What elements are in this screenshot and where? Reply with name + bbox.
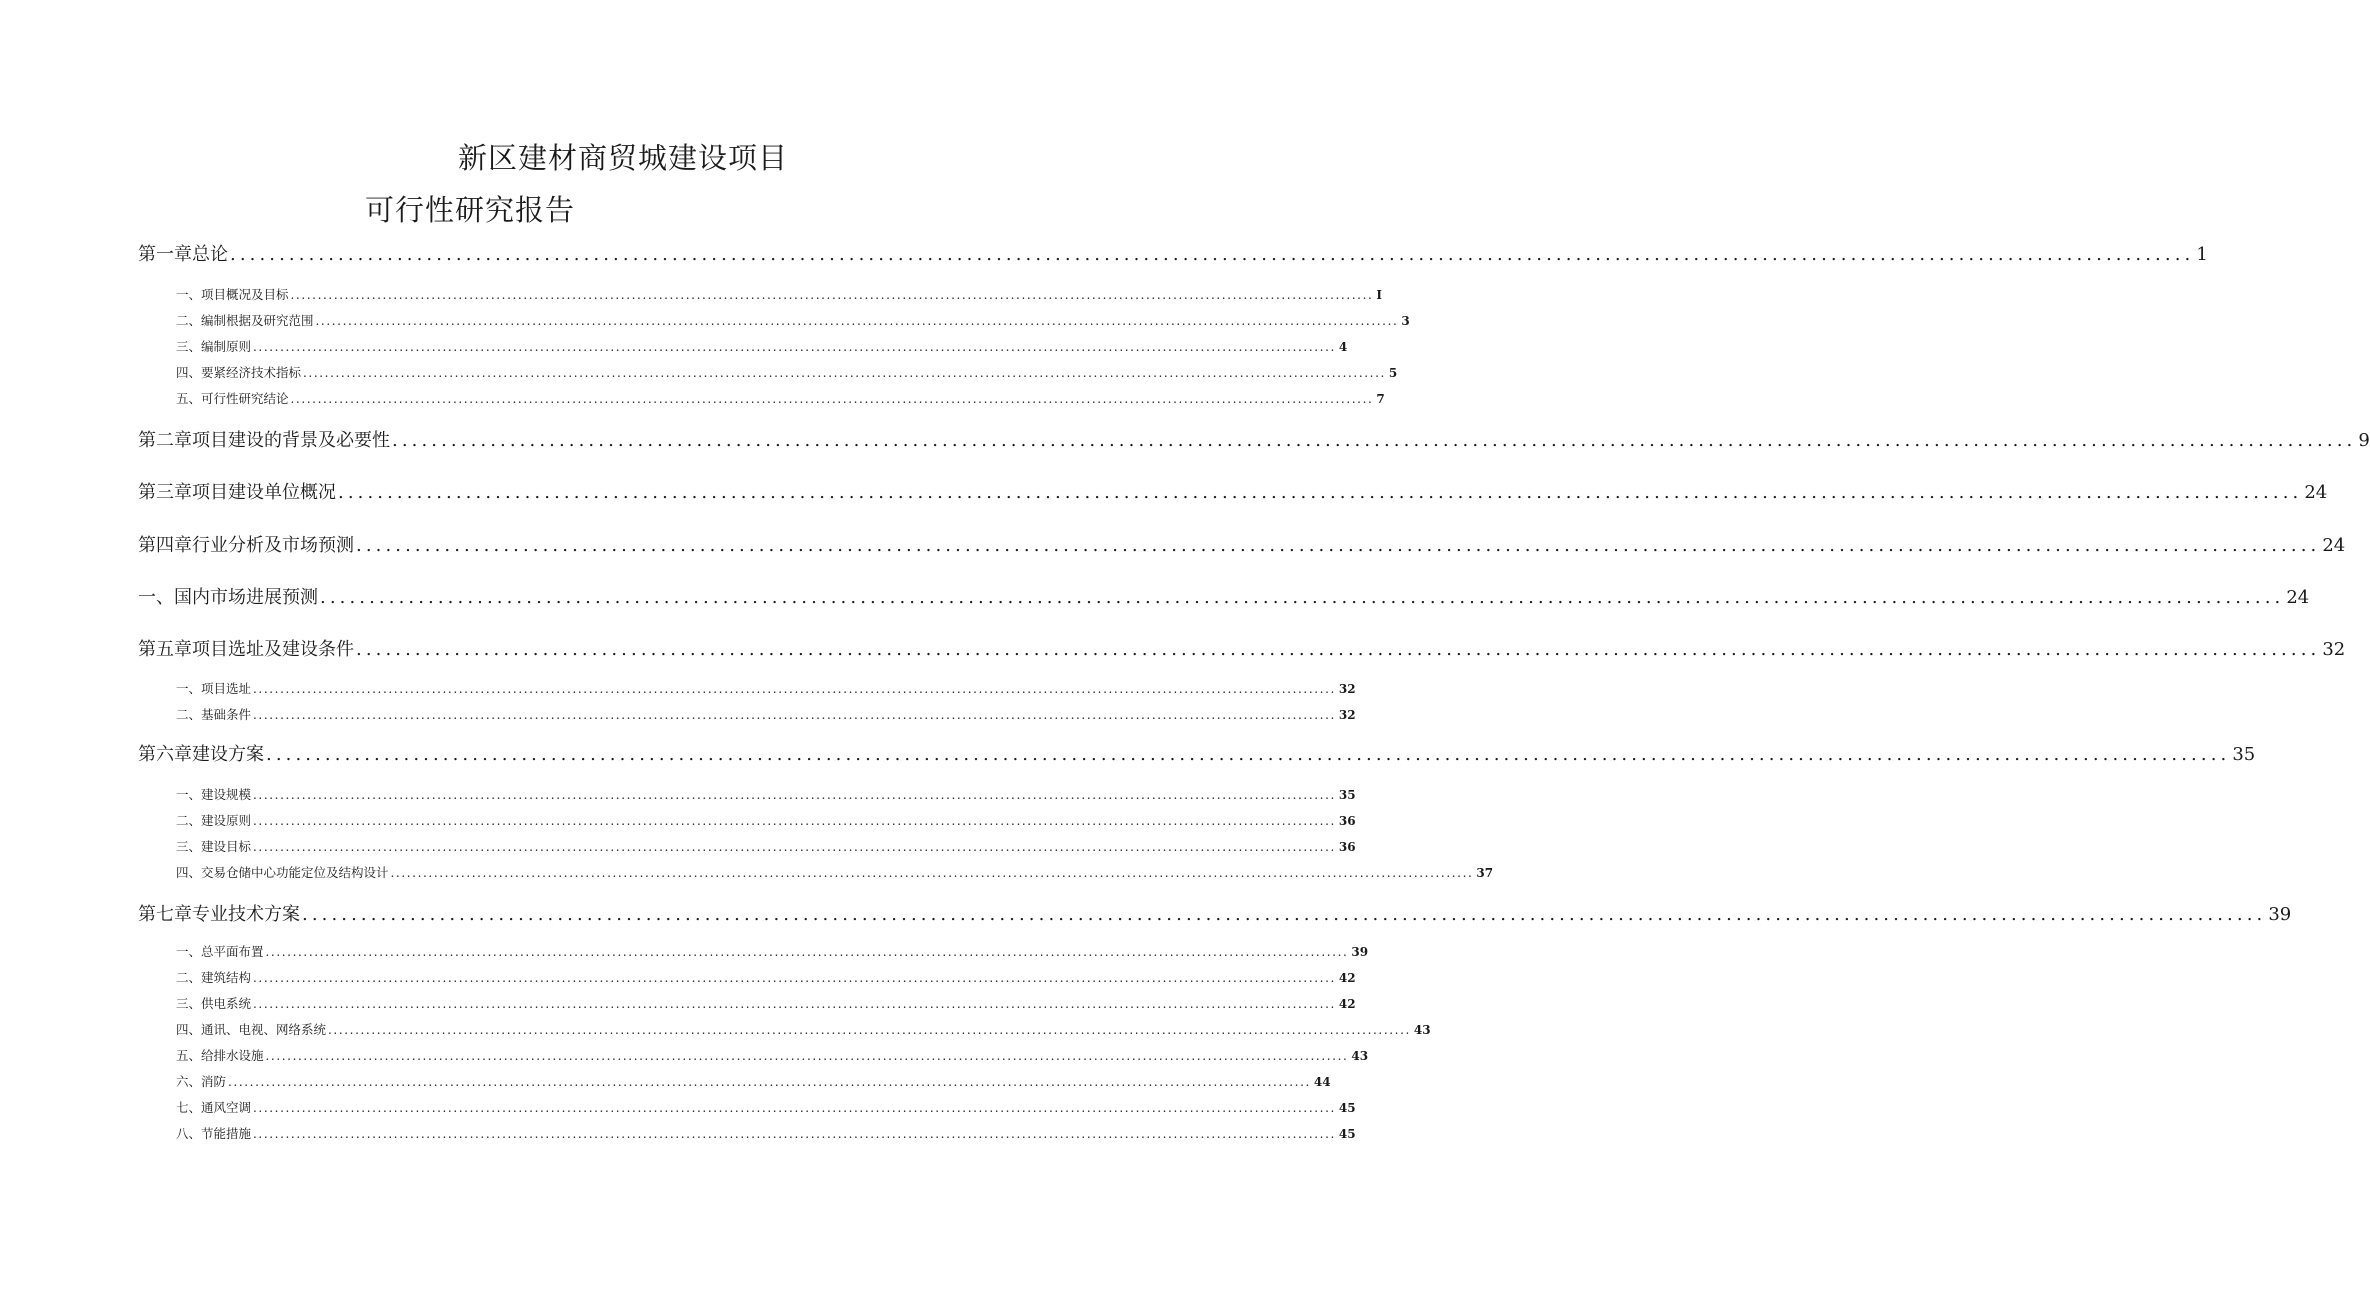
toc-page-number: 24 <box>2322 535 2346 556</box>
toc-page-number: 45 <box>1338 1101 1356 1115</box>
toc-leader: ........................................................................................................................................................................................................ <box>302 904 2267 925</box>
toc-leader: ........................................................................................................................................................................................................ <box>303 366 1386 380</box>
toc-leader: ........................................................................................................................................................................................................ <box>253 997 1336 1011</box>
toc-page-number: 36 <box>1338 840 1356 854</box>
toc-entry[interactable] <box>138 242 2208 268</box>
toc-page-number: 45 <box>1338 1127 1356 1141</box>
toc-label: 二、编制根据及研究范围 <box>176 313 314 328</box>
toc-leader: ........................................................................................................................................................................................................ <box>315 314 1399 328</box>
toc-entry[interactable] <box>176 680 1356 698</box>
document-subtitle: 可行性研究报告 <box>365 193 576 227</box>
toc-entry[interactable] <box>176 1073 1331 1091</box>
toc-label: 六、消防 <box>176 1074 227 1089</box>
toc-leader: ........................................................................................................................................................................................................ <box>290 392 1374 406</box>
toc-page-number: 32 <box>1338 682 1356 696</box>
toc-leader: ........................................................................................................................................................................................................ <box>253 340 1336 354</box>
toc-page-number: 39 <box>2268 904 2292 925</box>
toc-page-number: 42 <box>1338 971 1356 985</box>
toc-page-number: 24 <box>2286 587 2310 608</box>
toc-entry[interactable] <box>176 864 1494 882</box>
toc-label: 五、给排水设施 <box>176 1048 264 1063</box>
toc-page-number: 42 <box>1338 997 1356 1011</box>
toc-label: 五、可行性研究结论 <box>176 391 289 406</box>
toc-leader: ........................................................................................................................................................................................................ <box>265 1049 1349 1063</box>
toc-entry[interactable] <box>176 1021 1431 1039</box>
toc-leader: ........................................................................................................................................................................................................ <box>338 482 2303 503</box>
toc-leader: ........................................................................................................................................................................................................ <box>253 708 1336 722</box>
toc-leader: ........................................................................................................................................................................................................ <box>253 971 1336 985</box>
toc-leader: ........................................................................................................................................................................................................ <box>228 1075 1311 1089</box>
toc-entry[interactable] <box>176 812 1356 830</box>
toc-label: 二、建筑结构 <box>176 970 252 985</box>
toc-page-number: 32 <box>1338 708 1356 722</box>
toc-page-number: I <box>1376 288 1383 302</box>
toc-leader: ........................................................................................................................................................................................................ <box>320 587 2285 608</box>
toc-page-number: 35 <box>1338 788 1356 802</box>
toc-label: 四、交易仓储中心功能定位及结构设计 <box>176 865 389 880</box>
toc-entry[interactable] <box>176 338 1348 356</box>
toc-entry[interactable] <box>176 838 1356 856</box>
toc-entry[interactable] <box>176 390 1385 408</box>
toc-label: 四、通讯、电视、网络系统 <box>176 1022 327 1037</box>
toc-entry[interactable] <box>138 428 2370 454</box>
toc-page-number: 7 <box>1376 392 1385 406</box>
toc-leader: ........................................................................................................................................................................................................ <box>328 1023 1411 1037</box>
toc-page-number: 3 <box>1401 314 1410 328</box>
toc-entry[interactable] <box>176 286 1383 304</box>
toc-leader: ........................................................................................................................................................................................................ <box>253 682 1336 696</box>
toc-entry[interactable] <box>176 364 1398 382</box>
toc-entry[interactable] <box>176 995 1356 1013</box>
toc-leader: ........................................................................................................................................................................................................ <box>356 535 2321 556</box>
toc-label: 二、基础条件 <box>176 707 252 722</box>
toc-label: 一、项目选址 <box>176 681 252 696</box>
toc-entry[interactable] <box>176 969 1356 987</box>
toc-page-number: 43 <box>1413 1023 1431 1037</box>
toc-entry[interactable] <box>176 1125 1356 1143</box>
toc-leader: ........................................................................................................................................................................................................ <box>392 430 2357 451</box>
toc-leader: ........................................................................................................................................................................................................ <box>390 866 1474 880</box>
toc-page-number: 4 <box>1338 340 1348 354</box>
toc-leader: ........................................................................................................................................................................................................ <box>266 744 2231 765</box>
toc-label: 八、节能措施 <box>176 1126 252 1141</box>
toc-label: 第三章项目建设单位概况 <box>138 482 336 503</box>
toc-page-number: 36 <box>1338 814 1356 828</box>
toc-label: 三、编制原则 <box>176 339 252 354</box>
toc-entry[interactable] <box>138 742 2256 768</box>
toc-entry[interactable] <box>138 480 2328 506</box>
toc-page-number: 44 <box>1313 1075 1331 1089</box>
toc-label: 三、供电系统 <box>176 996 252 1011</box>
toc-leader: ........................................................................................................................................................................................................ <box>253 1101 1336 1115</box>
toc-label: 第五章项目选址及建设条件 <box>138 639 354 660</box>
toc-entry[interactable] <box>138 585 2310 611</box>
toc-entry[interactable] <box>138 533 2346 559</box>
toc-entry[interactable] <box>176 706 1356 724</box>
toc-page-number: 9 <box>2358 430 2370 451</box>
toc-entry[interactable] <box>176 943 1369 961</box>
document-title: 新区建材商贸城建设项目 <box>458 141 789 175</box>
toc-entry[interactable] <box>138 902 2292 928</box>
toc-page-number: 35 <box>2232 744 2256 765</box>
toc-entry[interactable] <box>176 312 1410 330</box>
toc-entry[interactable] <box>138 637 2346 663</box>
toc-label: 三、建设目标 <box>176 839 252 854</box>
toc-page-number: 43 <box>1351 1049 1369 1063</box>
toc-label: 第六章建设方案 <box>138 744 264 765</box>
toc-leader: ........................................................................................................................................................................................................ <box>253 788 1336 802</box>
toc-leader: ........................................................................................................................................................................................................ <box>253 840 1336 854</box>
toc-label: 七、通风空调 <box>176 1100 252 1115</box>
toc-entry[interactable] <box>176 1047 1369 1065</box>
toc-leader: ........................................................................................................................................................................................................ <box>290 288 1374 302</box>
toc-leader: ........................................................................................................................................................................................................ <box>253 814 1336 828</box>
toc-page-number: 32 <box>2322 639 2346 660</box>
toc-page-number: 37 <box>1476 866 1494 880</box>
toc-entry[interactable] <box>176 786 1356 804</box>
toc-page-number: 1 <box>2196 244 2208 265</box>
toc-label: 一、建设规模 <box>176 787 252 802</box>
toc-page-number: 5 <box>1388 366 1398 380</box>
toc-label: 一、国内市场进展预测 <box>138 587 318 608</box>
toc-leader: ........................................................................................................................................................................................................ <box>356 639 2321 660</box>
toc-label: 一、总平面布置 <box>176 944 264 959</box>
toc-label: 第一章总论 <box>138 244 228 265</box>
toc-label: 一、项目概况及目标 <box>176 287 289 302</box>
toc-leader: ........................................................................................................................................................................................................ <box>265 945 1349 959</box>
toc-page-number: 39 <box>1351 945 1369 959</box>
toc-label: 二、建设原则 <box>176 813 252 828</box>
toc-leader: ........................................................................................................................................................................................................ <box>230 244 2195 265</box>
toc-label: 第二章项目建设的背景及必要性 <box>138 430 390 451</box>
toc-page-number: 24 <box>2304 482 2328 503</box>
toc-leader: ........................................................................................................................................................................................................ <box>253 1127 1336 1141</box>
toc-label: 四、要紧经济技术指标 <box>176 365 302 380</box>
toc-label: 第七章专业技术方案 <box>138 904 300 925</box>
toc-entry[interactable] <box>176 1099 1356 1117</box>
toc-label: 第四章行业分析及市场预测 <box>138 535 354 556</box>
